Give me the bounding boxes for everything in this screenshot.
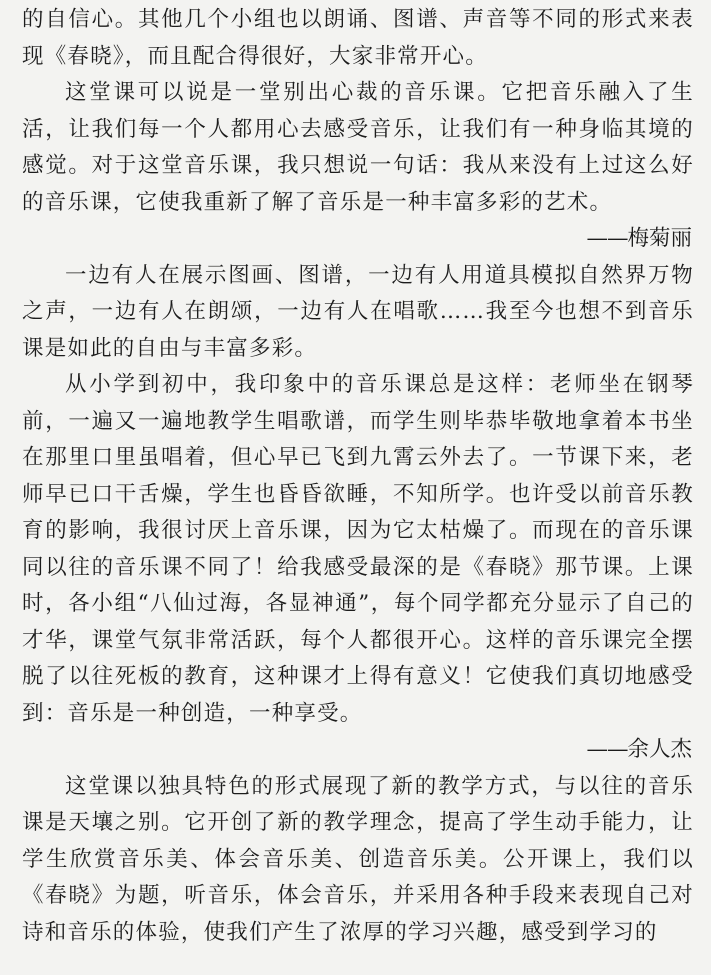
paragraph: 的自信心。其他几个小组也以朗诵、图谱、声音等不同的形式来表现《春晓》，而且配合得很好，大家非常开心。 <box>22 7 694 69</box>
paragraph: 从小学到初中，我印象中的音乐课总是这样：老师坐在钢琴前，一遍又一遍地教学生唱歌谱，而学生则毕恭毕敬地拿着本书坐在那里口里虽唱着，但心早已飞到九霄云外去了。一节课下来，老师早已口干舌燥，学生也昏昏欲睡，不知所学。也许受以前音乐教育的影响，我很讨厌上音乐课，因为它太枯燥了。而现在的音乐课同以往的音乐课不同了！给我感受最深的是《春晓》那节课。上课时，各小组“八仙过海，各显神通”，每个同学都充分显示了自己的才华，课堂气氛非常活跃，每个人都很开心。这样的音乐课完全摆脱了以往死板的教育，这种课才上得有意义！它使我们真切地感受到：音乐是一种创造，一种享受。 <box>22 372 694 726</box>
paragraph: 一边有人在展示图画、图谱，一边有人用道具模拟自然界万物之声，一边有人在朗颂，一边有人在唱歌……我至今也想不到音乐课是如此的自由与丰富多彩。 <box>22 262 694 361</box>
signature-name: 梅菊丽 <box>627 226 692 251</box>
paragraph: 这堂课以独具特色的形式展现了新的教学方式，与以往的音乐课是天壤之别。它开创了新的教学理念，提高了学生动手能力，让学生欣赏音乐美、体会音乐美、创造音乐美。公开课上，我们以《春晓》为题，听音乐，体会音乐，并采用各种手段来表现自己对诗和音乐的体验，使我们产生了浓厚的学习兴趣，感受到学习的 <box>22 773 694 945</box>
signature-name: 余人杰 <box>627 737 692 762</box>
signature-dash: —— <box>586 737 628 762</box>
paragraph: 这堂课可以说是一堂别出心裁的音乐课。它把音乐融入了生活，让我们每一个人都用心去感受音乐，让我们有一种身临其境的感觉。对于这堂音乐课，我只想说一句话：我从来没有上过这么好的音乐课，它使我重新了解了音乐是一种丰富多彩的艺术。 <box>22 80 694 215</box>
document-body <box>22 2 694 951</box>
signature-line <box>22 732 694 769</box>
signature-dash: —— <box>586 226 628 251</box>
signature-line <box>22 221 694 258</box>
